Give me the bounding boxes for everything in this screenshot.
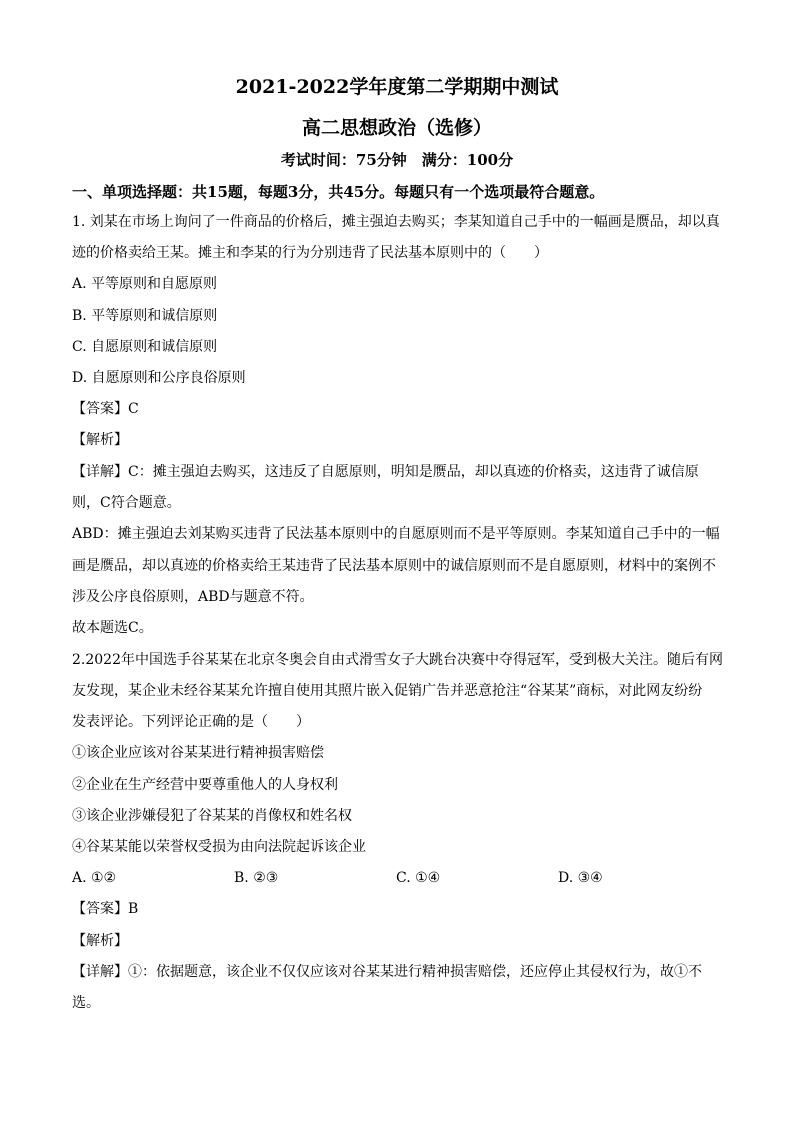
q2-option-d: D. ③④ <box>558 870 603 886</box>
q1-option-b: B. 平等原则和诚信原则 <box>72 308 218 324</box>
exam-info: 考试时间：75分钟 满分：100分 <box>280 151 514 169</box>
q2-stem-line: 友发现，某企业未经谷某某允许擅自使用其照片嵌入促销广告并恶意抢注“谷某某”商标，对此网友纷纷 <box>72 683 703 699</box>
q2-detail-line: 选。 <box>72 995 100 1011</box>
exam-subject: 高二思想政治（选修） <box>301 117 492 139</box>
q2-statement-1: ①该企业应该对谷某某进行精神损害赔偿 <box>72 745 324 761</box>
q2-statement-3: ③该企业涉嫌侵犯了谷某某的肖像权和姓名权 <box>72 808 352 824</box>
q1-analysis-label: 【解析】 <box>72 432 128 448</box>
q2-option-a: A. ①② <box>72 870 117 886</box>
q2-statement-2: ②企业在生产经营中要尊重他人的人身权利 <box>72 777 338 793</box>
section-heading: 一、单项选择题：共15题，每题3分，共45分。每题只有一个选项最符合题意。 <box>72 183 605 201</box>
q1-detail-line: 画是赝品，却以真迹的价格卖给王某违背了民法基本原则中的诚信原则而不是自愿原则，材料中的案例不 <box>72 558 716 574</box>
exam-title: 2021-2022学年度第二学期期中测试 <box>235 76 559 98</box>
q1-stem-line: 1. 刘某在市场上询问了一件商品的价格后，摊主强迫去购买；李某知道自己手中的一幅画是赝品，却以真 <box>72 214 720 230</box>
q2-answer: 【答案】B <box>72 901 139 917</box>
q1-option-c: C. 自愿原则和诚信原则 <box>72 339 218 355</box>
q2-detail-line: 【详解】①：依据题意，该企业不仅仅应该对谷某某进行精神损害赔偿，还应停止其侵权行为，故①不 <box>72 964 702 980</box>
q2-option-c: C. ①④ <box>396 870 441 886</box>
q1-detail-line: ABD：摊主强迫去刘某购买违背了民法基本原则中的自愿原则而不是平等原则。李某知道自己手中的一幅 <box>72 526 720 542</box>
q2-option-b: B. ②③ <box>234 870 279 886</box>
q1-stem-line: 迹的价格卖给王某。摊主和李某的行为分别违背了民法基本原则中的（ ） <box>72 245 548 261</box>
q1-detail-line: 【详解】C：摊主强迫去购买，这违反了自愿原则，明知是赝品，却以真迹的价格卖，这违背了诚信原 <box>72 464 699 480</box>
q2-statement-4: ④谷某某能以荣誉权受损为由向法院起诉该企业 <box>72 839 366 855</box>
q2-options-row <box>72 868 724 888</box>
q1-conclusion: 故本题选C。 <box>72 620 153 636</box>
q1-option-d: D. 自愿原则和公序良俗原则 <box>72 370 246 386</box>
q1-detail-line: 涉及公序良俗原则，ABD与题意不符。 <box>72 589 314 605</box>
q1-answer: 【答案】C <box>72 401 139 417</box>
q2-stem-line: 发表评论。下列评论正确的是（ ） <box>72 714 310 730</box>
q1-detail-line: 则，C符合题意。 <box>72 495 181 511</box>
q2-analysis-label: 【解析】 <box>72 933 128 949</box>
q2-stem-line: 2.2022年中国选手谷某某在北京冬奥会自由式滑雪女子大跳台决赛中夺得冠军，受到极大关注。随后有网 <box>72 652 723 668</box>
q1-option-a: A. 平等原则和自愿原则 <box>72 276 218 292</box>
